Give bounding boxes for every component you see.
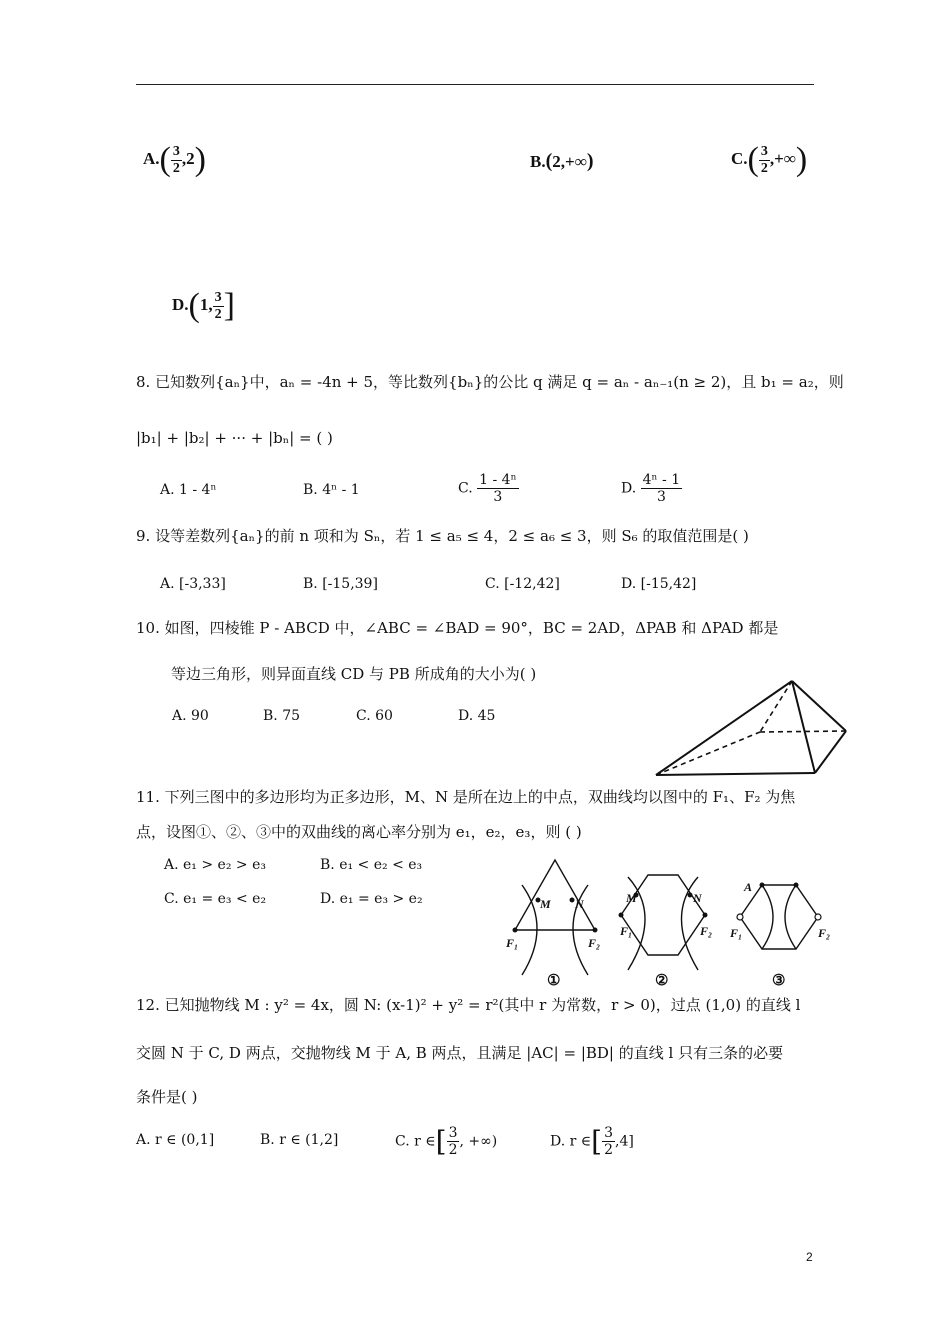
label-f2-fig3: F₂: [818, 926, 831, 940]
q12-option-b: B. r ∈ (1,2]: [260, 1132, 339, 1148]
q10-option-a: A. 90: [172, 708, 209, 724]
option-a-q7: A.( $\frac{3}{2}$ ,2): [143, 141, 206, 178]
label-f1-fig2: F₁: [620, 924, 633, 938]
q11-option-a: A. e₁ > e₂ > e₃: [164, 857, 266, 873]
page-number: 2: [806, 1250, 813, 1264]
q8-option-c: C. $\frac{\text{1 - 4ⁿ}}{3}$: [458, 472, 517, 505]
q8-option-b: B. 4ⁿ - 1: [303, 482, 360, 498]
hyperbola-figures: [500, 855, 845, 990]
caption-fig3: ③: [772, 973, 786, 989]
q12-option-d: D. r ∈[ $\frac{3}{2}$ ,4]: [550, 1125, 634, 1158]
header-rule: [136, 84, 814, 85]
q8-option-d: D. $\frac{\text{4ⁿ - 1}}{3}$: [621, 472, 681, 505]
q12-line2: 交圆 N 于 C, D 两点，交抛物线 M 于 A, B 两点，且满足 |AC| = |BD| 的直线 l 只有三条的必要: [136, 1044, 784, 1062]
q11-line2: 点，设图①、②、③中的双曲线的离心率分别为 e₁，e₂，e₃，则 ( ): [136, 823, 582, 841]
q12-line3: 条件是( ): [136, 1088, 198, 1106]
caption-fig2: ②: [655, 973, 669, 989]
q10-option-c: C. 60: [356, 708, 393, 724]
option-d-q7: D.(1, $\frac{3}{2}$ ]: [172, 287, 235, 324]
label-f2-fig2: F₂: [700, 924, 713, 938]
label-a-fig3: A: [744, 880, 753, 894]
q12-option-a: A. r ∈ (0,1]: [136, 1132, 215, 1148]
q11-option-d: D. e₁ = e₃ > e₂: [320, 891, 423, 907]
q9-option-d: D. [-15,42]: [621, 576, 697, 592]
q9-option-a: A. [-3,33]: [160, 576, 226, 592]
label-n-fig1: N: [575, 897, 584, 911]
q11-option-b: B. e₁ < e₂ < e₃: [320, 857, 423, 873]
q12-option-c: C. r ∈[ $\frac{3}{2}$ , +∞): [395, 1125, 498, 1158]
option-b-q7: B.(2,+∞): [530, 150, 594, 172]
q11-line1: 11. 下列三图中的多边形均为正多边形，M、N 是所在边上的中点，双曲线均以图中的 F₁、F₂ 为焦: [136, 788, 796, 806]
label-f2-fig1: F₂: [588, 936, 601, 950]
q12-line1: 12. 已知抛物线 M : y² = 4x，圆 N: (x-1)² + y² = r²(其中 r 为常数，r > 0)，过点 (1,0) 的直线 l: [136, 996, 801, 1014]
option-c-q7: C.( $\frac{3}{2}$ ,+∞): [731, 141, 808, 178]
q10-line2: 等边三角形，则异面直线 CD 与 PB 所成角的大小为( ): [171, 665, 537, 683]
q9-option-c: C. [-12,42]: [485, 576, 560, 592]
label-f1-fig1: F₁: [506, 936, 519, 950]
q9-option-b: B. [-15,39]: [303, 576, 378, 592]
q10-option-d: D. 45: [458, 708, 496, 724]
q9-line1: 9. 设等差数列{aₙ}的前 n 项和为 Sₙ，若 1 ≤ a₅ ≤ 4，2 ≤ a₆ ≤ 3，则 S₆ 的取值范围是( ): [136, 527, 749, 545]
label-m-fig1: M: [540, 897, 551, 911]
pyramid-figure: [650, 675, 855, 780]
q11-option-c: C. e₁ = e₃ < e₂: [164, 891, 267, 907]
label-f1-fig3: F₁: [730, 926, 743, 940]
q8-option-a: A. 1 - 4ⁿ: [160, 482, 217, 498]
caption-fig1: ①: [547, 973, 561, 989]
label-m-fig2: M: [626, 891, 637, 905]
label-n-fig2: N: [693, 891, 702, 905]
q10-option-b: B. 75: [263, 708, 301, 724]
q10-line1: 10. 如图，四棱锥 P - ABCD 中，∠ABC = ∠BAD = 90°，BC = 2AD，ΔPAB 和 ΔPAD 都是: [136, 619, 779, 637]
q8-line2: |b₁| + |b₂| + ··· + |bₙ| = ( ): [136, 429, 333, 447]
q8-line1: 8. 已知数列{aₙ}中，aₙ = -4n + 5，等比数列{bₙ}的公比 q 满足 q = aₙ - aₙ₋₁(n ≥ 2)，且 b₁ = a₂，则: [136, 373, 844, 391]
